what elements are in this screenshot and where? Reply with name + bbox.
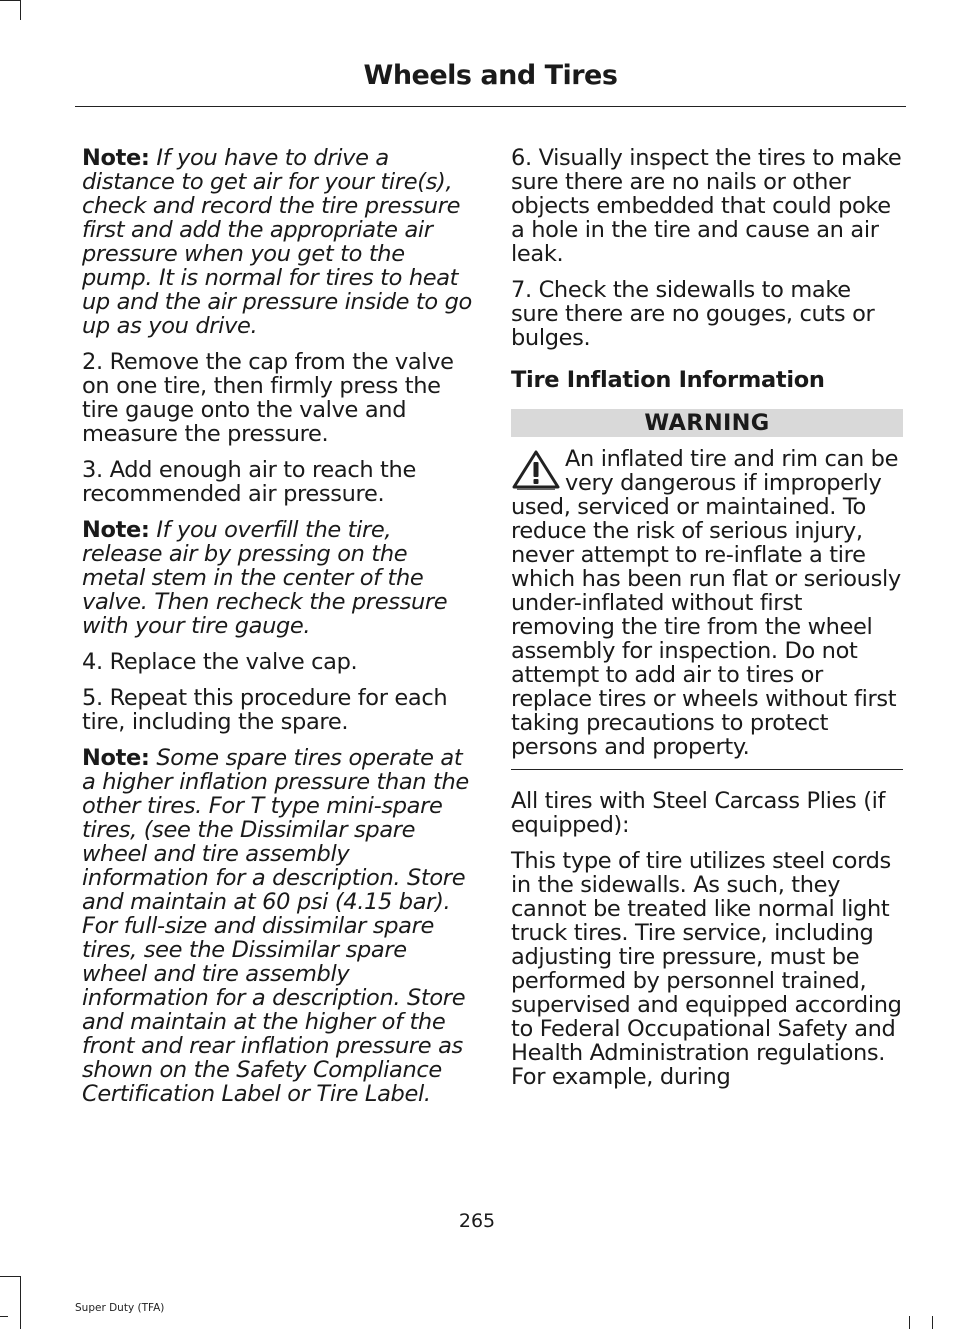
note-label: Note: (82, 145, 150, 171)
step-6: 6. Visually inspect the tires to make sure there are no nails or other objects embedded that could poke a hole in the tire and cause an air leak. (511, 145, 902, 267)
note-text: Some spare tires operate at a higher inflation pressure than the other tires. For T type mini-spare tires, (see the Dissimilar spare wheel and tire assembly information for a description. Store and maintain at 60 psi (4.15 bar). For full-size and dissimilar spare tires, see the Dissimilar spare wheel and tire assembly information for a description. Store and maintain at the higher of the front and rear inflation pressure as shown on the Safety Compliance Certification Label or Tire Label. (82, 745, 469, 1107)
right-column (511, 146, 903, 1101)
crop-mark (0, 1316, 8, 1317)
crop-mark (20, 1276, 21, 1329)
crop-mark (932, 1316, 933, 1329)
note-label: Note: (82, 745, 150, 771)
steel-plies-heading: All tires with Steel Carcass Plies (if equipped): (511, 788, 886, 838)
steel-plies-text: This type of tire utilizes steel cords in the sidewalls. As such, they cannot be treated like normal light truck tires. Tire service, including adjusting tire pressure, must be performed by personnel trained, supervised and equipped according to Federal Occupational Safety and Health Administration regulations. For example, during (511, 848, 902, 1090)
note-label: Note: (82, 517, 150, 543)
page-number: 265 (458, 1210, 496, 1232)
section-heading: Tire Inflation Information (511, 367, 825, 393)
crop-mark (0, 0, 20, 1)
note-paragraph (82, 746, 474, 1106)
step-7: 7. Check the sidewalls to make sure there are no gouges, cuts or bulges. (511, 277, 875, 351)
warning-text: An inflated tire and rim can be very dangerous if improperly used, serviced or maintained. To reduce the risk of serious injury, never attempt to re-inflate a tire which has been run flat or seriously under-inflated without first removing the tire from the wheel assembly for inspection. Do not attempt to add air to tires or replace tires or wheels without first taking precautions to protect persons and property. (511, 446, 901, 760)
step-3: 3. Add enough air to reach the recommended air pressure. (82, 457, 416, 507)
crop-mark (0, 1276, 20, 1277)
crop-mark (20, 0, 21, 20)
step-2: 2. Remove the cap from the valve on one tire, then firmly press the tire gauge onto the valve and measure the pressure. (82, 349, 454, 447)
warning-block (511, 447, 903, 759)
note-paragraph (82, 518, 474, 638)
step-4: 4. Replace the valve cap. (82, 649, 358, 675)
crop-mark (909, 1316, 910, 1329)
page-title: Wheels and Tires (363, 60, 618, 91)
note-text: If you overfill the tire, release air by pressing on the metal stem in the center of the valve. Then recheck the pressure with your tire gauge. (82, 517, 448, 639)
warning-divider (511, 769, 903, 770)
warning-banner: WARNING (511, 409, 903, 437)
note-paragraph (82, 146, 474, 338)
step-5: 5. Repeat this procedure for each tire, including the spare. (82, 685, 448, 735)
note-text: If you have to drive a distance to get air for your tire(s), check and record the tire pressure first and add the appropriate air pressure when you get to the pump. It is normal for tires to heat up and the air pressure inside to go up as you drive. (82, 145, 472, 339)
left-column (82, 146, 474, 1118)
footer-doc-name: Super Duty (TFA) (75, 1302, 165, 1314)
warning-triangle-icon (511, 449, 561, 491)
header-divider (75, 106, 906, 107)
